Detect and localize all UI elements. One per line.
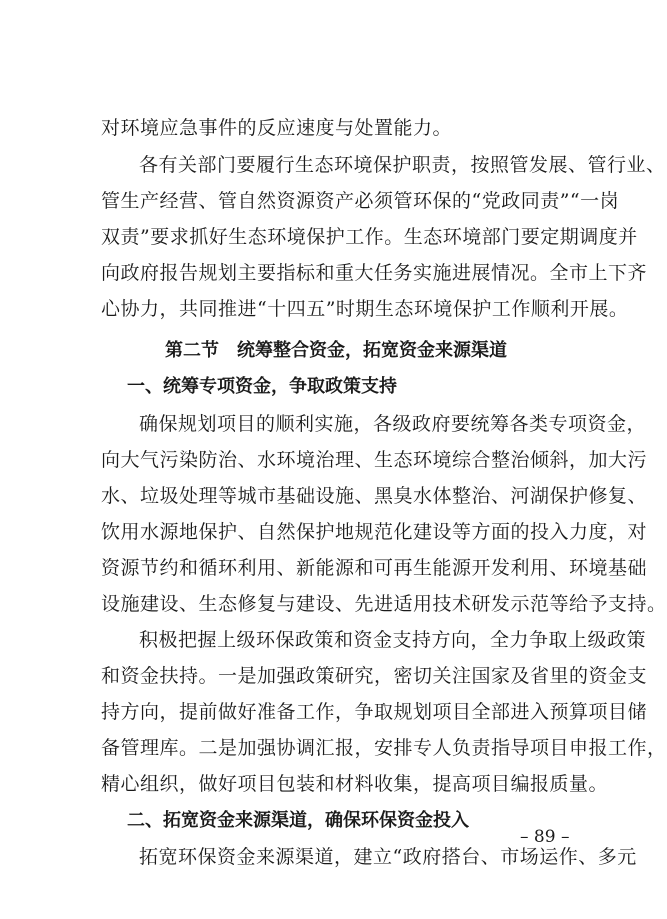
paragraph-line: 精心组织，做好项目包装和材料收集，提高项目编报质量。 — [101, 773, 609, 795]
paragraph-line: 双责”要求抓好生态环境保护工作。生态环境部门要定期调度并 — [101, 226, 638, 248]
paragraph-line: 确保规划项目的顺利实施，各级政府要统筹各类专项资金， — [139, 413, 647, 435]
paragraph-line: 和资金扶持。一是加强政策研究，密切关注国家及省里的资金支 — [101, 665, 648, 687]
paragraph-line: 备管理库。二是加强协调汇报，安排专人负责指导项目申报工作， — [101, 737, 667, 759]
paragraph-line: 饮用水源地保护、自然保护地规范化建设等方面的投入力度，对 — [101, 521, 648, 543]
paragraph-line: 水、垃圾处理等城市基础设施、黑臭水体整治、河湖保护修复、 — [101, 485, 648, 507]
paragraph-line: 心协力，共同推进“十四五”时期生态环境保护工作顺利开展。 — [101, 298, 629, 320]
paragraph-line: 持方向，提前做好准备工作，争取规划项目全部进入预算项目储 — [101, 701, 648, 723]
section-heading: 第二节 统筹整合资金，拓宽资金来源渠道 — [165, 340, 507, 361]
paragraph-line: 对环境应急事件的反应速度与处置能力。 — [101, 117, 453, 139]
paragraph-line: 向大气污染防治、水环境治理、生态环境综合整治倾斜，加大污 — [101, 449, 648, 471]
paragraph-line: 资源节约和循环利用、新能源和可再生能源开发利用、环境基础 — [101, 557, 648, 579]
paragraph-line: 向政府报告规划主要指标和重大任务实施进展情况。全市上下齐 — [101, 262, 648, 284]
subsection-heading: 一、统筹专项资金，争取政策支持 — [127, 376, 397, 397]
paragraph-line: 管生产经营、管自然资源资产必须管环保的“党政同责”“一岗 — [101, 190, 620, 212]
paragraph-line: 设施建设、生态修复与建设、先进适用技术研发示范等给予支持。 — [101, 593, 667, 615]
paragraph-line: 积极把握上级环保政策和资金支持方向，全力争取上级政策 — [139, 629, 647, 651]
page-number: – 89 – — [520, 827, 570, 847]
paragraph-line: 拓宽环保资金来源渠道，建立“政府搭台、市场运作、多元 — [139, 846, 637, 868]
subsection-heading: 二、拓宽资金来源渠道，确保环保资金投入 — [127, 810, 469, 831]
paragraph-line: 各有关部门要履行生态环境保护职责，按照管发展、管行业、 — [139, 154, 666, 176]
